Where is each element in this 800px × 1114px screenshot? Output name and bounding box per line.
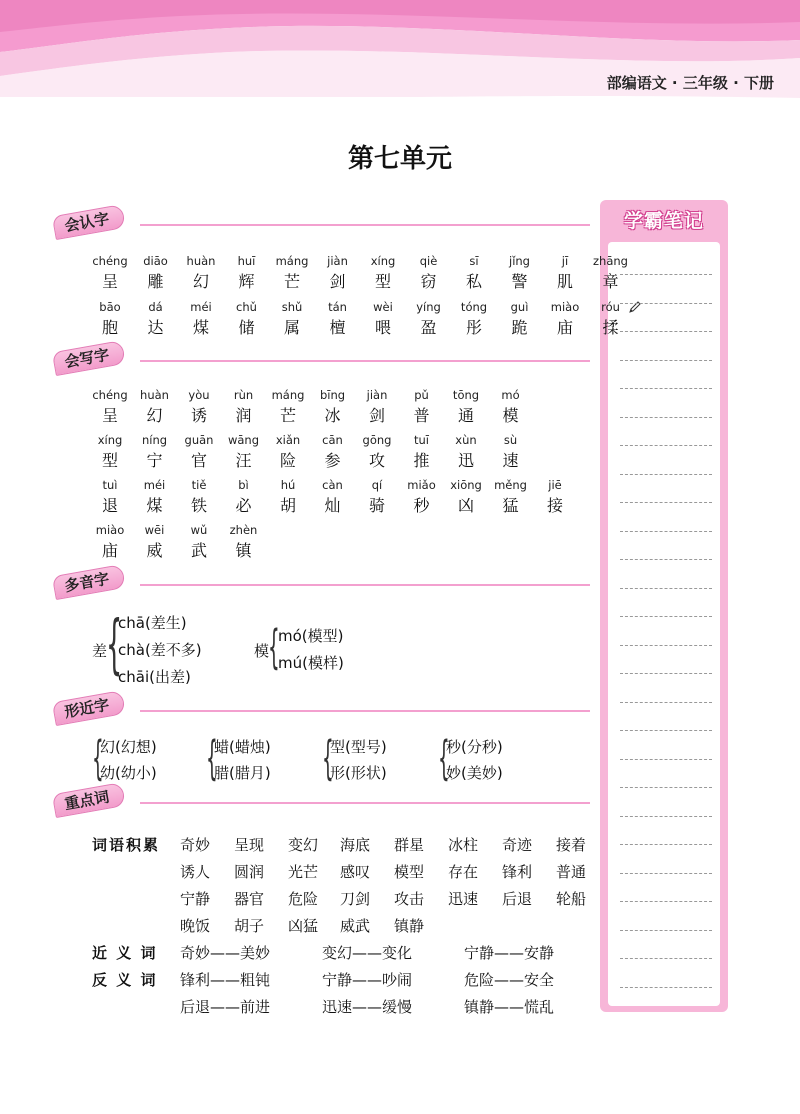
note-line <box>620 759 712 760</box>
section-divider <box>140 360 590 362</box>
antonym-pair: 后退——前进 <box>180 998 271 1016</box>
synonym-pair: 奇妙——美妙 <box>180 944 271 962</box>
character: 芒 <box>283 272 301 291</box>
note-line <box>620 787 712 788</box>
similar-item: 形(形状) <box>330 764 387 782</box>
pinyin: máng <box>271 388 305 402</box>
section-divider <box>140 224 590 226</box>
section-title: 会写字 <box>52 340 126 376</box>
pinyin: cān <box>322 433 343 447</box>
similar-item: 幻(幻想) <box>100 738 157 756</box>
character: 庙 <box>101 541 119 560</box>
pinyin: méi <box>143 478 166 492</box>
similar-item: 蜡(蜡烛) <box>214 738 271 756</box>
pinyin: xíng <box>370 254 396 268</box>
character: 警 <box>511 272 528 291</box>
notes-panel <box>600 200 728 1012</box>
note-line <box>620 645 712 646</box>
pinyin: miào <box>550 300 580 314</box>
character: 呈 <box>101 406 119 425</box>
synonym-label: 近 义 词 <box>92 944 158 962</box>
pinyin: jiàn <box>366 388 388 402</box>
vocab-word: 呈现 <box>234 836 265 854</box>
pinyin: chéng <box>92 388 128 402</box>
vocab-word: 奇迹 <box>502 836 533 854</box>
character: 猛 <box>502 496 519 515</box>
pinyin: miǎo <box>407 478 436 492</box>
similar-item: 型(型号) <box>330 738 387 756</box>
vocab-word: 危险 <box>288 890 319 908</box>
note-line <box>620 474 712 475</box>
similar-item: 腊(腊月) <box>214 764 271 782</box>
character: 模 <box>502 406 519 425</box>
vocab-word: 迅速 <box>448 890 479 908</box>
pinyin: pǔ <box>414 388 429 402</box>
character: 铁 <box>190 496 208 515</box>
vocab-word: 接着 <box>556 836 587 854</box>
character: 胡 <box>279 496 297 515</box>
pinyin: róu <box>601 300 620 314</box>
vocab-word: 胡子 <box>234 917 265 935</box>
character: 冰 <box>324 406 341 425</box>
brace: { <box>438 731 450 785</box>
vocab-word: 普通 <box>556 863 587 881</box>
note-line <box>620 616 712 617</box>
note-line <box>620 844 712 845</box>
note-line <box>620 987 712 988</box>
note-line <box>620 445 712 446</box>
character: 胞 <box>101 318 119 337</box>
character: 盈 <box>420 318 437 337</box>
note-line <box>620 303 712 304</box>
note-line <box>620 360 712 361</box>
pinyin: hú <box>280 478 296 492</box>
character: 参 <box>324 451 341 470</box>
note-line <box>620 331 712 332</box>
character: 跪 <box>511 318 528 337</box>
section-divider <box>140 802 590 804</box>
note-line <box>620 958 712 959</box>
pinyin: tuī <box>414 433 429 447</box>
character: 窃 <box>420 272 437 291</box>
section-title: 形近字 <box>52 690 126 726</box>
pinyin: jiē <box>548 478 562 492</box>
vocab-word: 轮船 <box>556 890 587 908</box>
pinyin: guān <box>184 433 214 447</box>
similar-item: 幼(幼小) <box>100 764 157 782</box>
pinyin: qiè <box>419 254 438 268</box>
vocab-word: 诱人 <box>180 863 211 881</box>
character: 必 <box>235 496 252 515</box>
character: 呈 <box>101 272 119 291</box>
character: 煤 <box>146 496 163 515</box>
vocab-word: 器官 <box>234 890 265 908</box>
pinyin: qí <box>371 478 383 492</box>
character: 镇 <box>235 541 252 560</box>
pinyin: bīng <box>319 388 346 402</box>
note-line <box>620 559 712 560</box>
character: 凶 <box>457 496 475 515</box>
character: 速 <box>502 451 519 470</box>
character: 剑 <box>368 406 386 425</box>
pinyin: tiě <box>191 478 207 492</box>
pinyin: huī <box>237 254 256 268</box>
note-line <box>620 274 712 275</box>
pinyin: huàn <box>186 254 216 268</box>
vocab-word: 宁静 <box>180 890 211 908</box>
pinyin: xiōng <box>450 478 482 492</box>
note-line <box>620 531 712 532</box>
vocab-word: 模型 <box>394 863 425 881</box>
brace: { <box>268 620 280 674</box>
pinyin: máng <box>275 254 309 268</box>
character: 煤 <box>192 318 210 337</box>
character: 宁 <box>146 451 163 470</box>
character: 官 <box>190 451 208 470</box>
pinyin: wēi <box>144 523 165 537</box>
vocab-word: 冰柱 <box>448 836 479 854</box>
character: 达 <box>147 318 164 337</box>
vocab-word: 凶猛 <box>288 917 319 935</box>
polyphone-reading: chà(差不多) <box>118 641 202 659</box>
character: 武 <box>190 541 208 560</box>
vocab-word: 后退 <box>502 890 533 908</box>
character: 普 <box>413 406 430 425</box>
similar-item: 秒(分秒) <box>446 738 503 756</box>
character: 退 <box>101 496 119 515</box>
character: 储 <box>238 318 255 337</box>
pinyin: xíng <box>97 433 123 447</box>
similar-item: 妙(美妙) <box>446 764 503 782</box>
pinyin: huàn <box>140 388 169 402</box>
character: 私 <box>465 272 483 291</box>
note-line <box>620 816 712 817</box>
pinyin: gōng <box>362 433 392 447</box>
note-line <box>620 502 712 503</box>
pinyin: wǔ <box>190 523 208 537</box>
polyphone-reading: chāi(出差) <box>118 668 191 686</box>
vocab-word: 晚饭 <box>180 917 211 935</box>
antonym-label: 反 义 词 <box>92 971 158 989</box>
antonym-pair: 锋利——粗钝 <box>180 971 271 989</box>
polyphone-char: 模 <box>254 642 270 660</box>
pinyin: wāng <box>227 433 260 447</box>
vocab-word: 光芒 <box>288 863 319 881</box>
vocab-word: 感叹 <box>340 863 371 881</box>
section-divider <box>140 710 590 712</box>
pinyin: càn <box>322 478 343 492</box>
vocab-word: 变幻 <box>288 836 319 854</box>
pinyin: měng <box>494 478 527 492</box>
character: 揉 <box>602 318 619 337</box>
pinyin: jiàn <box>327 254 348 268</box>
synonym-pair: 宁静——安静 <box>464 944 555 962</box>
character: 幻 <box>146 406 163 425</box>
character: 迅 <box>457 451 475 470</box>
pinyin: chǔ <box>236 300 257 314</box>
character: 灿 <box>324 496 341 515</box>
pinyin: níng <box>141 433 168 447</box>
vocab-word: 威武 <box>340 917 371 935</box>
character: 芒 <box>279 406 297 425</box>
character: 肌 <box>556 272 574 291</box>
antonym-pair: 迅速——缓慢 <box>322 998 413 1016</box>
vocab-word: 刀剑 <box>340 890 371 908</box>
vocab-word: 海底 <box>340 836 371 854</box>
pinyin: guì <box>510 300 529 314</box>
note-line <box>620 901 712 902</box>
brace: { <box>206 731 218 785</box>
vocab-word: 奇妙 <box>180 836 211 854</box>
section-title: 会认字 <box>52 204 126 240</box>
pinyin: méi <box>190 300 212 314</box>
note-line <box>620 417 712 418</box>
section-title: 多音字 <box>52 564 126 600</box>
character: 型 <box>374 272 392 291</box>
pinyin: tán <box>328 300 347 314</box>
unit-title: 第七单元 <box>347 144 452 174</box>
vocab-word: 攻击 <box>394 890 425 908</box>
character: 诱 <box>190 406 208 425</box>
pinyin: yòu <box>188 388 210 402</box>
note-line <box>620 673 712 674</box>
pinyin: tuì <box>102 478 118 492</box>
antonym-pair: 镇静——慌乱 <box>464 998 555 1016</box>
vocab-word: 圆润 <box>234 863 265 881</box>
character: 接 <box>546 496 564 515</box>
pinyin: tōng <box>452 388 480 402</box>
character: 险 <box>279 451 297 470</box>
accumulate-label: 词语积累 <box>92 836 161 854</box>
section-divider <box>140 584 590 586</box>
character: 汪 <box>235 451 252 470</box>
character: 辉 <box>238 272 255 291</box>
pinyin: bì <box>238 478 249 492</box>
vocab-word: 群星 <box>394 836 425 854</box>
brace: { <box>106 608 123 682</box>
character: 属 <box>283 318 301 337</box>
section-title: 重点词 <box>52 782 126 818</box>
brace: { <box>92 731 104 785</box>
polyphone-reading: mú(模样) <box>278 654 344 672</box>
pinyin: zhāng <box>593 254 628 268</box>
note-line <box>620 930 712 931</box>
pinyin: rùn <box>233 388 254 402</box>
character: 庙 <box>556 318 574 337</box>
notes-title: 学霸笔记 <box>623 210 704 232</box>
character: 剑 <box>329 272 346 291</box>
character: 雕 <box>147 272 164 291</box>
character: 通 <box>457 406 475 425</box>
vocab-word: 锋利 <box>502 863 533 881</box>
pinyin: sī <box>469 254 479 268</box>
brace: { <box>322 731 334 785</box>
note-line <box>620 588 712 589</box>
note-line <box>620 388 712 389</box>
character: 型 <box>101 451 119 470</box>
character: 彤 <box>465 318 483 337</box>
character: 推 <box>413 451 430 470</box>
notes-writing-area[interactable] <box>608 242 720 1006</box>
pinyin: xùn <box>455 433 477 447</box>
character: 秒 <box>413 496 430 515</box>
note-line <box>620 873 712 874</box>
pinyin: sù <box>503 433 518 447</box>
pinyin: bāo <box>99 300 121 314</box>
pinyin: miào <box>95 523 125 537</box>
pinyin: zhèn <box>229 523 258 537</box>
antonym-pair: 危险——安全 <box>464 971 555 989</box>
pinyin: diāo <box>143 254 168 268</box>
vocab-word: 镇静 <box>394 917 425 935</box>
synonym-pair: 变幻——变化 <box>322 944 413 962</box>
note-line <box>620 730 712 731</box>
pinyin: mó <box>501 388 520 402</box>
character: 润 <box>235 406 252 425</box>
antonym-pair: 宁静——吵闹 <box>322 971 413 989</box>
pinyin: shǔ <box>281 300 303 314</box>
pinyin: tóng <box>460 300 488 314</box>
pinyin: jǐng <box>509 254 530 268</box>
character: 幻 <box>192 272 210 291</box>
polyphone-reading: mó(模型) <box>278 627 344 645</box>
note-line <box>620 702 712 703</box>
character: 骑 <box>368 496 386 515</box>
character: 章 <box>602 272 619 291</box>
vocab-word: 存在 <box>448 863 479 881</box>
character: 威 <box>146 541 163 560</box>
polyphone-char: 差 <box>92 642 108 660</box>
character: 攻 <box>368 451 386 470</box>
pinyin: xiǎn <box>275 433 301 447</box>
pinyin: dá <box>148 300 163 314</box>
character: 喂 <box>374 318 392 337</box>
book-title: 部编语文 · 三年级 · 下册 <box>606 74 774 92</box>
pinyin: jī <box>561 254 569 268</box>
character: 檀 <box>329 318 346 337</box>
polyphone-reading: chā(差生) <box>118 614 187 632</box>
pinyin: wèi <box>373 300 393 314</box>
pinyin: yíng <box>416 300 441 314</box>
pinyin: chéng <box>92 254 128 268</box>
